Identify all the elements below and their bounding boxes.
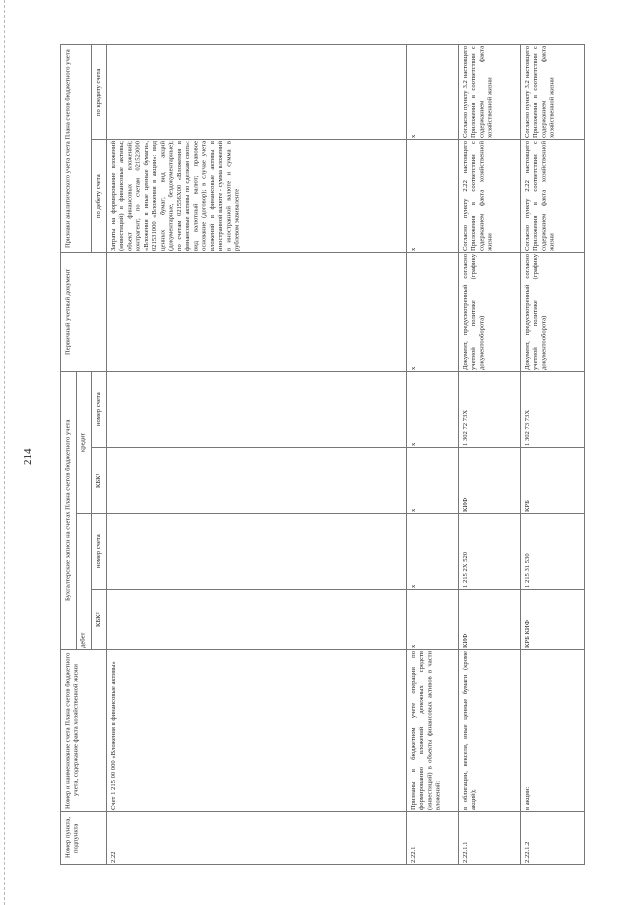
cell-analytics-debit: Согласно пункту 2.22 настоящего Приложения в соответствии с содержанием факта хозяйственной жизни bbox=[459, 139, 521, 252]
cell-acc-debit: 1 215 31 530 bbox=[521, 514, 585, 590]
header-acc-credit: номер счета bbox=[91, 371, 106, 447]
cell-document bbox=[107, 252, 407, 371]
header-by-credit: по кредиту счета bbox=[91, 44, 106, 139]
cell-acc-credit bbox=[107, 371, 407, 447]
cell-account-name: в облигации, векселя, иные ценные бумаги (кроме акций); bbox=[459, 650, 521, 812]
cell-acc-credit: 1 302 73 73X bbox=[521, 371, 585, 447]
cell-analytics-debit: x bbox=[407, 139, 459, 252]
cell-kbk-debit: КИФ bbox=[459, 590, 521, 650]
cell-analytics-credit: x bbox=[407, 44, 459, 139]
cell-analytics-credit: Согласно пункту 3.2 настоящего Приложения в соответствии с содержанием факта хозяйственной жизни bbox=[521, 44, 585, 139]
cell-acc-debit: x bbox=[407, 514, 459, 590]
cell-analytics-credit bbox=[107, 44, 407, 139]
cell-number: 2.22.1.2 bbox=[521, 812, 585, 865]
cell-account-name: в акции: bbox=[521, 650, 585, 812]
cell-kbk-debit: x bbox=[407, 590, 459, 650]
cell-kbk-credit: x bbox=[407, 448, 459, 514]
header-by-debit: по дебету счета bbox=[91, 139, 106, 252]
header-account-name: Номер и наименование счета Плана счетов бюджетного учета, содержание факта хозяйственной жизни bbox=[61, 650, 107, 812]
cell-number: 2.22 bbox=[107, 812, 407, 865]
cell-acc-debit bbox=[107, 514, 407, 590]
cell-kbk-credit: КРБ bbox=[521, 448, 585, 514]
cell-kbk-credit bbox=[107, 448, 407, 514]
cell-acc-debit: 1 215 2X 520 bbox=[459, 514, 521, 590]
accounting-table bbox=[60, 44, 585, 865]
header-kbk-debit: КБК² bbox=[91, 590, 106, 650]
header-number: Номер пункта, подпункта bbox=[61, 812, 107, 865]
header-credit: кредит bbox=[76, 371, 91, 513]
cell-account-name: Счет 1 215 00 000 «Вложения в финансовые активы» bbox=[107, 650, 407, 812]
header-document: Первичный учетный документ bbox=[61, 252, 107, 371]
header-acc-debit: номер счета bbox=[91, 514, 106, 590]
cell-kbk-credit: КИФ bbox=[459, 448, 521, 514]
header-debit: дебет bbox=[76, 514, 91, 650]
cell-account-name: Признаны в бюджетном учете операции по формированию вложений денежных средств (инвестиций) в объекты финансовых активов в части вложений: bbox=[407, 650, 459, 812]
cell-kbk-debit: КРБ КИФ bbox=[521, 590, 585, 650]
page-number: 214 bbox=[22, 448, 34, 465]
cell-analytics-debit: Затраты на формирование вложений (инвестиций) в финансовые активы; объект финансовых вложений; контрагент; по счетам 021523000 «Вложения в иные ценные бумаги», 021531000 «Вложения в акции»: вид ценных бумаг; вид акций (документарные, бездокументарные); по счетам 021556X00 «Вложения в финансовые активы по сделкам своп»: вид валютный валют; правовое основание (договор); в случае учета вложений в финансовые активы в иностранной валюте - сумма вложений в иностранной валюте и сумма в рублевом эквиваленте bbox=[107, 139, 407, 252]
cell-kbk-debit bbox=[107, 590, 407, 650]
table-row bbox=[521, 44, 585, 864]
cell-number: 2.22.1 bbox=[407, 812, 459, 865]
cell-acc-credit: 1 302 72 73X bbox=[459, 371, 521, 447]
header-kbk-credit: КБК¹ bbox=[91, 448, 106, 514]
header-entries: Бухгалтерские записи на счетах Плана счетов бюджетного учета bbox=[61, 371, 76, 649]
cell-analytics-credit: Согласно пункту 3.2 настоящего Приложения в соответствии с содержанием факта хозяйственной жизни bbox=[459, 44, 521, 139]
cell-acc-credit: x bbox=[407, 371, 459, 447]
cell-number: 2.22.1.1 bbox=[459, 812, 521, 865]
table-row bbox=[107, 44, 407, 864]
table-row bbox=[459, 44, 521, 864]
cell-document: x bbox=[407, 252, 459, 371]
table-row bbox=[407, 44, 459, 864]
cell-document: Документ, предусмотренный согласно учетной политике (графику документооборота) bbox=[459, 252, 521, 371]
cell-analytics-debit: Согласно пункту 2.22 настоящего Приложения в соответствии с содержанием факта хозяйственной жизни bbox=[521, 139, 585, 252]
header-analytics: Признаки аналитического учета счета Плана счетов бюджетного учета bbox=[61, 44, 91, 252]
cell-document: Документ, предусмотренный согласно учетной политике (графику документооборота) bbox=[521, 252, 585, 371]
